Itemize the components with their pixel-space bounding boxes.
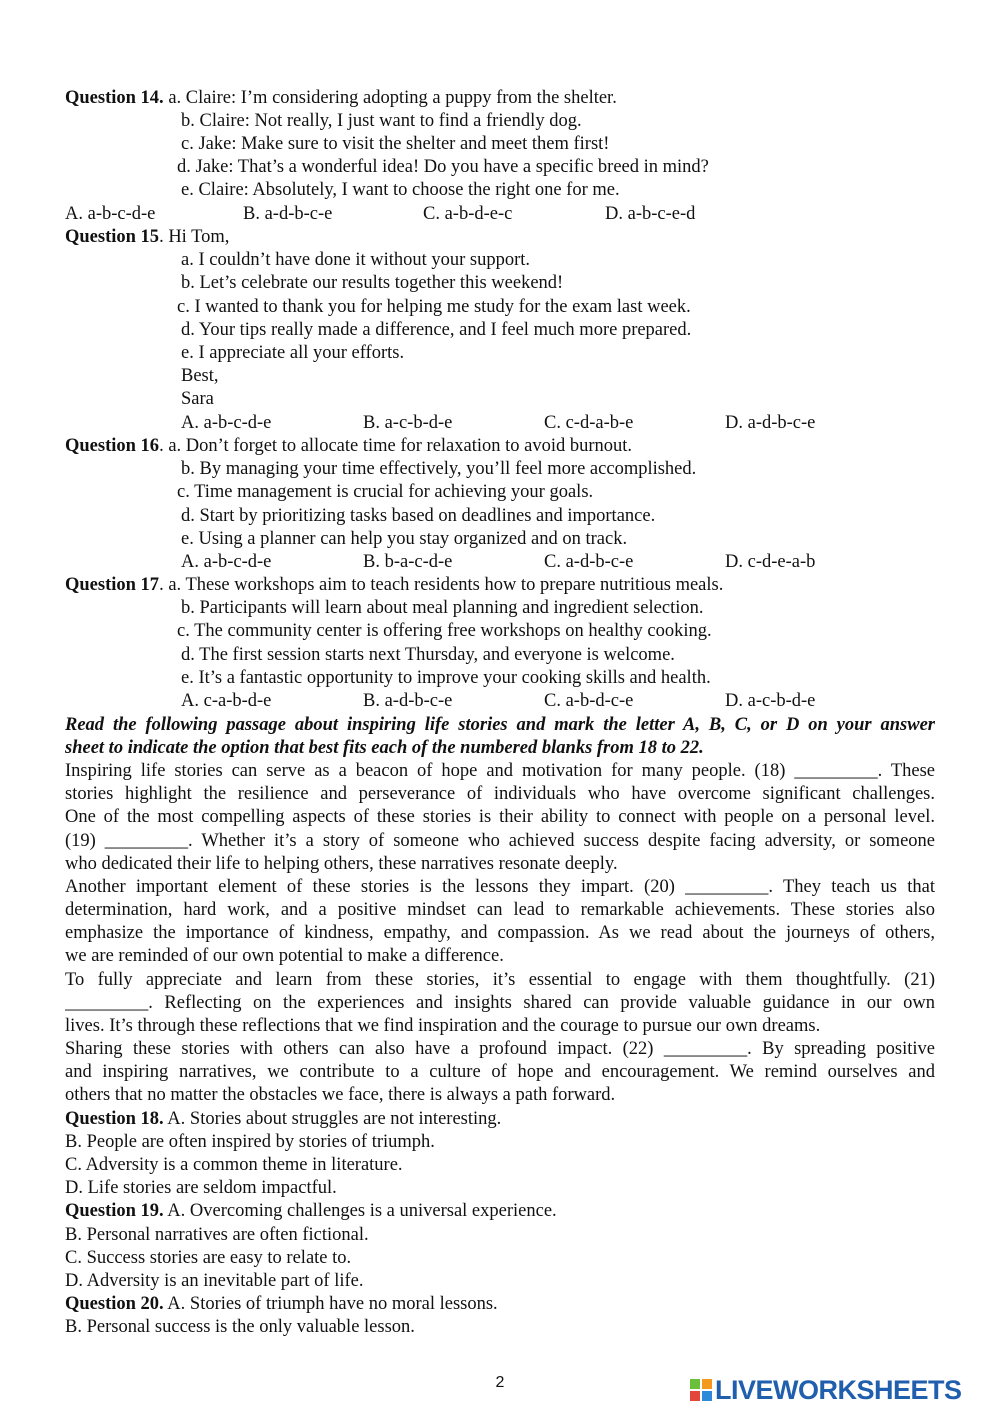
option-b[interactable]: B. a-d-b-c-e (363, 691, 453, 711)
passage-line: we are reminded of our own potential to make a difference. (65, 946, 504, 966)
question-label: Question 18. (65, 1109, 164, 1129)
page-number: 2 (495, 1374, 505, 1391)
question-line: . a. These workshops aim to teach residents how to prepare nutritious meals. (159, 575, 724, 595)
passage-line: One of the most compelling aspects of these stories is their ability to connect with people on a personal level. (65, 807, 935, 827)
letter-closing: Best, (181, 366, 219, 386)
option-a[interactable]: A. c-a-b-d-e (181, 691, 272, 711)
question-line: a. Claire: I’m considering adopting a puppy from the shelter. (168, 88, 617, 108)
brand-name: LIVEWORKSHEETS (715, 1374, 962, 1405)
letter-signature: Sara (181, 389, 214, 409)
question-line: a. I couldn’t have done it without your support. (181, 250, 531, 270)
option-d[interactable]: D. a-d-b-c-e (725, 413, 816, 433)
question-line: b. Claire: Not really, I just want to find a friendly dog. (181, 111, 582, 131)
option-d[interactable]: D. Adversity is an inevitable part of life. (65, 1271, 364, 1291)
option-c[interactable]: C. Adversity is a common theme in literature. (65, 1155, 403, 1175)
passage-line: _________. Reflecting on the experiences and insights shared can provide valuable guidance in our own (65, 993, 935, 1013)
question-line: c. The community center is offering free workshops on healthy cooking. (177, 621, 712, 641)
passage-line: emphasize the importance of kindness, empathy, and compassion. As we read about the journeys of others, (65, 923, 935, 943)
question-line: c. Time management is crucial for achieving your goals. (177, 482, 594, 502)
answer-options (181, 412, 881, 435)
option-c[interactable]: C. Success stories are easy to relate to. (65, 1248, 352, 1268)
answer-options (181, 690, 881, 713)
passage-line: (19) _________. Whether it’s a story of someone who achieved success despite facing adversity, or someone (65, 831, 935, 851)
question-line: c. I wanted to thank you for helping me study for the exam last week. (177, 297, 691, 317)
letter-greeting: . Hi Tom, (159, 227, 230, 247)
question-line: e. It’s a fantastic opportunity to improve your cooking skills and health. (181, 668, 711, 688)
question-label: Question 19. (65, 1201, 164, 1221)
question-label: Question 17 (65, 575, 160, 595)
question-label: Question 14. (65, 88, 164, 108)
question-line: d. Start by prioritizing tasks based on deadlines and importance. (181, 506, 656, 526)
question-16 (65, 435, 632, 458)
passage-line: To fully appreciate and learn from these stories, it’s essential to engage with them thoughtfully. (21) (65, 970, 935, 990)
option-d[interactable]: D. a-b-c-e-d (605, 204, 696, 224)
option-c[interactable]: C. a-d-b-c-e (544, 552, 634, 572)
question-line: d. Your tips really made a difference, and I feel much more prepared. (181, 320, 692, 340)
question-line: e. I appreciate all your efforts. (181, 343, 405, 363)
question-line: b. Participants will learn about meal planning and ingredient selection. (181, 598, 704, 618)
question-15 (65, 226, 229, 249)
question-line: c. Jake: Make sure to visit the shelter and meet them first! (181, 134, 610, 154)
question-14 (65, 87, 617, 110)
question-line: d. Jake: That’s a wonderful idea! Do you have a specific breed in mind? (177, 157, 709, 177)
passage-line: Another important element of these stories is the lessons they impart. (20) _________. They teach us that (65, 877, 935, 897)
passage-line: Sharing these stories with others can also have a profound impact. (22) _________. By spreading positive (65, 1039, 935, 1059)
option-d[interactable]: D. a-c-b-d-e (725, 691, 816, 711)
liveworksheets-logo[interactable] (690, 1376, 962, 1404)
answer-options (65, 203, 765, 226)
option-a[interactable]: A. a-b-c-d-e (181, 413, 272, 433)
section-instruction: sheet to indicate the option that best fits each of the numbered blanks from 18 to 22. (65, 738, 704, 758)
option-b[interactable]: B. a-d-b-c-e (243, 204, 333, 224)
question-line: d. The first session starts next Thursday, and everyone is welcome. (181, 645, 675, 665)
option-a[interactable]: A. a-b-c-d-e (65, 204, 156, 224)
question-label: Question 15 (65, 227, 160, 247)
question-20 (65, 1293, 498, 1316)
question-line: b. Let’s celebrate our results together this weekend! (181, 273, 564, 293)
option-b[interactable]: B. a-c-b-d-e (363, 413, 453, 433)
question-line: e. Claire: Absolutely, I want to choose the right one for me. (181, 180, 620, 200)
question-19 (65, 1200, 557, 1223)
logo-grid-icon (690, 1379, 712, 1401)
option-b[interactable]: B. People are often inspired by stories of triumph. (65, 1132, 435, 1152)
section-instruction: Read the following passage about inspiring life stories and mark the letter A, B, C, or D on your answer (65, 715, 935, 735)
option-c[interactable]: C. a-b-d-e-c (423, 204, 513, 224)
question-line: . a. Don’t forget to allocate time for relaxation to avoid burnout. (159, 436, 633, 456)
question-label: Question 16 (65, 436, 160, 456)
option-b[interactable]: B. b-a-c-d-e (363, 552, 453, 572)
option-a[interactable]: A. a-b-c-d-e (181, 552, 272, 572)
passage-line: lives. It’s through these reflections that we find inspiration and the courage to pursue our own dreams. (65, 1016, 821, 1036)
option-c[interactable]: C. a-b-d-c-e (544, 691, 634, 711)
answer-options (181, 551, 881, 574)
passage-line: and inspiring narratives, we contribute to a culture of hope and encouragement. We remind ourselves and (65, 1062, 935, 1082)
option-c[interactable]: C. c-d-a-b-e (544, 413, 634, 433)
passage-line: stories highlight the resilience and perseverance of individuals who have overcome significant challenges. (65, 784, 935, 804)
option-d[interactable]: D. c-d-e-a-b (725, 552, 816, 572)
question-line: b. By managing your time effectively, you’ll feel more accomplished. (181, 459, 697, 479)
question-18 (65, 1108, 501, 1131)
passage-line: who dedicated their life to helping others, these narratives resonate deeply. (65, 854, 618, 874)
option-b[interactable]: B. Personal success is the only valuable lesson. (65, 1317, 415, 1337)
passage-line: determination, hard work, and a positive mindset can lead to remarkable achievements. These stories also (65, 900, 935, 920)
option-a[interactable]: A. Overcoming challenges is a universal experience. (163, 1201, 557, 1221)
question-17 (65, 574, 723, 597)
passage-line: others that no matter the obstacles we face, there is always a path forward. (65, 1085, 616, 1105)
passage-line: Inspiring life stories can serve as a beacon of hope and motivation for many people. (18) _________. These (65, 761, 935, 781)
option-b[interactable]: B. Personal narratives are often fictional. (65, 1225, 369, 1245)
option-a[interactable]: A. Stories of triumph have no moral lessons. (163, 1294, 498, 1314)
option-a[interactable]: A. Stories about struggles are not interesting. (163, 1109, 502, 1129)
question-line: e. Using a planner can help you stay organized and on track. (181, 529, 628, 549)
question-label: Question 20. (65, 1294, 164, 1314)
option-d[interactable]: D. Life stories are seldom impactful. (65, 1178, 337, 1198)
